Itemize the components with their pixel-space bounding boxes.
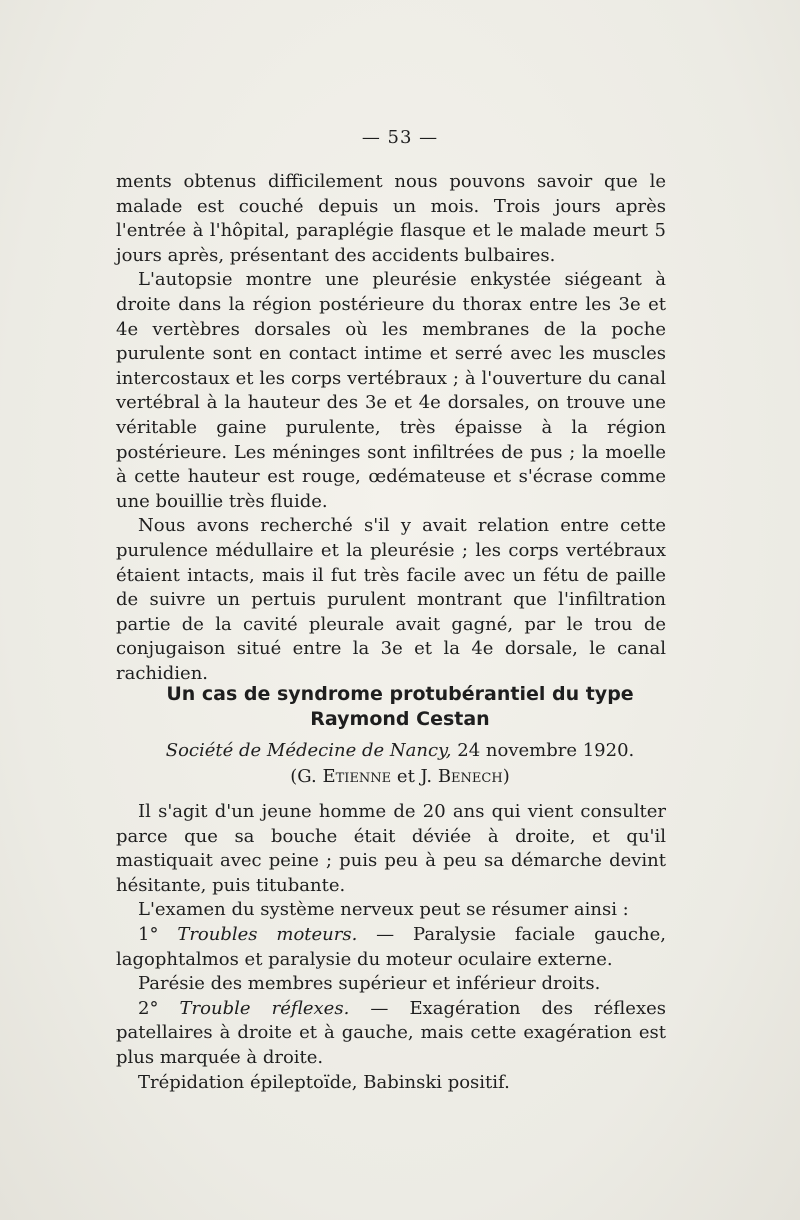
society-name: Société de Médecine de Nancy, <box>165 740 452 761</box>
paragraph: Il s'agit d'un jeune homme de 20 ans qui vient consulter parce que sa bouche était déviée à droite, et qu'il mastiquait avec peine ; puis peu à peu sa démarche devint hésitante, puis titubante. <box>116 801 666 896</box>
item-text: — Exagération des réflexes patellaires à droite et à gauche, mais cette exagération est plus marquée à droite. <box>116 997 666 1068</box>
heading-line-2: Raymond Cestan <box>310 708 490 730</box>
paren-open: (G. <box>290 766 317 787</box>
section-heading <box>100 682 700 732</box>
item-text: — Paralysie faciale gauche, lagophtalmos et paralysie du moteur oculaire externe. <box>116 923 666 970</box>
paragraph: L'examen du système nerveux peut se résumer ainsi : <box>138 899 629 921</box>
paren-close: ) <box>502 766 510 787</box>
author-1: Etienne <box>322 766 392 787</box>
source-line-1 <box>100 738 700 764</box>
author-2: Benech <box>437 766 503 787</box>
syndrome-text-block <box>116 800 666 1095</box>
paragraph: ments obtenus difficilement nous pouvons savoir que le malade est couché depuis un mois. Trois jours après l'entrée à l'hôpital, paraplégie flasque et le malade meurt 5 jours après, présentant des accidents bulbaires. <box>116 171 666 266</box>
paragraph: Parésie des membres supérieur et inférieur droits. <box>138 973 601 995</box>
session-date: 24 novembre 1920. <box>457 740 635 761</box>
paragraph <box>116 997 666 1071</box>
paragraph <box>116 923 666 972</box>
paragraph: Nous avons recherché s'il y avait relation entre cette purulence médullaire et la pleurésie ; les corps vertébraux étaient intacts, mais il fut très facile avec un fétu de paille de suivre un pertuis purulent montrant que l'infiltration partie de la cavité pleurale avait gagné, par le trou de conjugaison situé entre la 3e et la 4e dorsale, le canal rachidien. <box>116 515 666 684</box>
item-label: Troubles moteurs. <box>177 923 358 945</box>
paragraph: L'autopsie montre une pleurésie enkystée siégeant à droite dans la région postérieure du thorax entre les 3e et 4e vertèbres dorsales où les membranes de la poche purulente sont en contact intime et serré avec les muscles intercostaux et les corps vertébraux ; à l'ouverture du canal vertébral à la hauteur des 3e et 4e dorsales, on trouve une véritable gaine purulente, très épaisse à la région postérieure. Les méninges sont infiltrées de pus ; la moelle à cette hauteur est rouge, œdémateuse et s'écrase comme une bouillie très fluide. <box>116 269 666 512</box>
page-number: — 53 — <box>361 127 439 148</box>
case-text-block <box>116 170 666 686</box>
item-label: Trouble réflexes. <box>179 997 350 1019</box>
item-number: 2° <box>138 997 159 1019</box>
source-line-2 <box>100 764 700 790</box>
paragraph: Trépidation épileptoïde, Babinski positif. <box>138 1071 510 1093</box>
heading-line-1: Un cas de syndrome protubérantiel du type <box>166 683 634 705</box>
item-number: 1° <box>138 923 159 945</box>
and-word: et J. <box>396 766 433 787</box>
source-citation <box>100 738 700 790</box>
